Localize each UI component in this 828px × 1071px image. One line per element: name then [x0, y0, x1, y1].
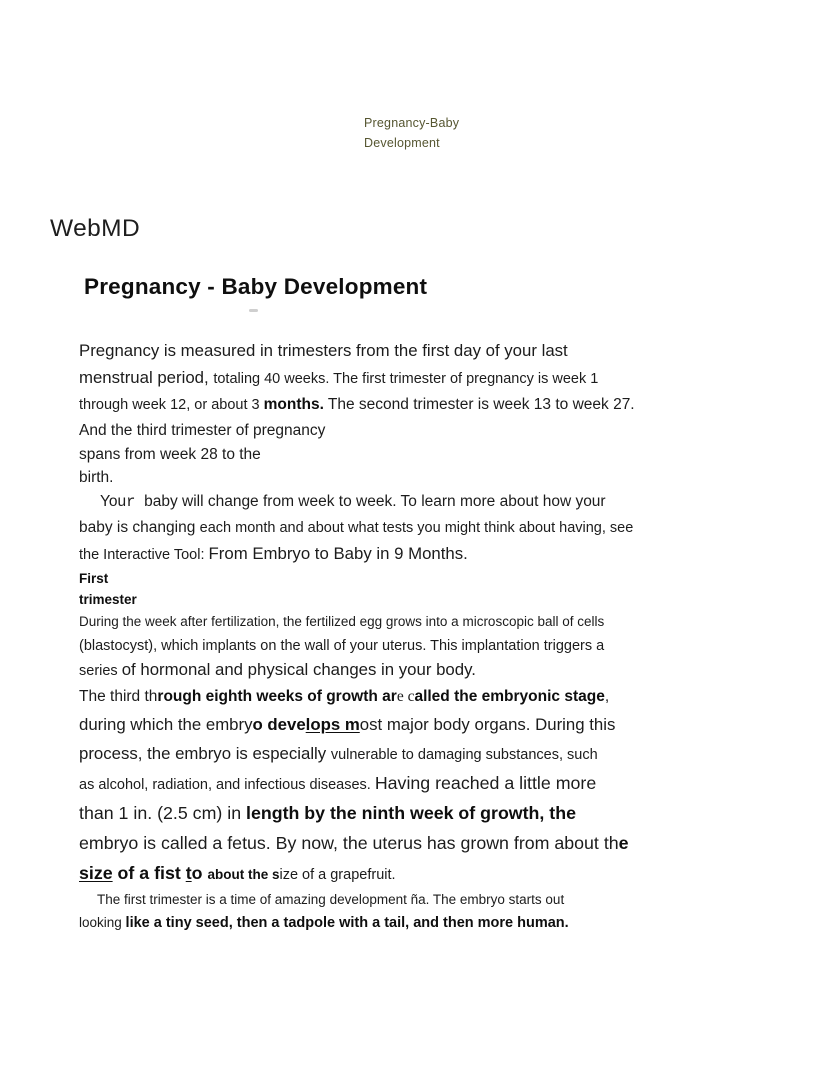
text-run: through week 12, or about 3	[79, 397, 264, 413]
text-run: o deve	[252, 715, 306, 734]
document-body	[79, 338, 759, 934]
text-run: During the week after fertilization, the fertilized egg grows into a microscopic ball of cells	[79, 614, 605, 629]
text-run: as alcohol, radiation, and infectious diseases.	[79, 777, 375, 793]
text-run: like a tiny seed, then a tadpole with a tail, and then more human.	[125, 914, 569, 931]
text-run: size	[79, 863, 113, 883]
paragraph-intro-continued	[79, 444, 759, 489]
text-run: months.	[263, 396, 324, 413]
title-artifact-mark	[249, 309, 258, 312]
text-run: alled the embryonic stage	[414, 688, 605, 705]
text-run: First	[79, 571, 109, 586]
text-run: baby is changing	[79, 519, 200, 536]
text-run: And the third trimester of pregnancy	[79, 422, 326, 439]
text-run: lops m	[305, 715, 360, 734]
running-header-line1: Pregnancy-Baby	[364, 116, 460, 130]
text-run: o	[191, 863, 208, 883]
running-header	[364, 113, 459, 153]
text-run: Pregnancy is measured in trimesters from the first day of your last	[79, 341, 568, 360]
text-run: The first trimester is a time of amazing development ña. The embryo starts out	[97, 892, 565, 907]
paragraph-amazing-development	[79, 889, 759, 934]
paragraph-embryonic-stage	[79, 683, 759, 889]
text-run: length by the ninth week of growth, the	[246, 803, 576, 823]
paragraph-fertilization	[79, 610, 759, 683]
text-run: embryo is called a fetus. By now, the uterus has grown from about th	[79, 833, 619, 853]
text-run: looking	[79, 914, 126, 930]
text-run: rough eighth weeks of growth ar	[157, 688, 397, 705]
text-run: trimester	[79, 592, 137, 607]
text-run: (blastocyst), which implants on the wall of your uterus. This implantation triggers a	[79, 638, 605, 654]
text-run: totaling 40 weeks. The first trimester of pregnancy is week 1	[213, 371, 599, 387]
text-run: during which the embry	[79, 715, 253, 734]
page-title: Pregnancy - Baby Development	[84, 274, 428, 299]
text-run: process, the embryo is especially	[79, 744, 331, 763]
text-run: The second trimester is week 13 to week 27.	[323, 396, 635, 413]
text-run: You	[100, 493, 127, 510]
text-run: the Interactive Tool:	[79, 547, 209, 563]
text-run: r	[126, 493, 136, 511]
text-run: t	[185, 863, 192, 883]
text-run: spans from week 28 to the	[79, 446, 261, 463]
paragraph-intro	[79, 338, 759, 444]
text-run: The third th	[79, 688, 158, 705]
text-run: than 1 in. (2.5 cm) in	[79, 803, 247, 823]
paragraph-baby-change	[79, 489, 759, 568]
text-run: vulnerable to damaging substances, such	[330, 747, 598, 763]
heading-first-trimester	[79, 568, 759, 610]
text-run: birth.	[79, 468, 114, 486]
text-run: ,	[604, 688, 610, 705]
running-header-line2: Development	[364, 136, 440, 150]
text-run: From Embryo to Baby in 9 Months.	[208, 544, 468, 563]
text-run: each month and about what tests you might think about having, see	[199, 520, 634, 536]
text-run: ize of a grapefruit.	[279, 867, 396, 883]
text-run: menstrual period,	[79, 368, 214, 387]
text-run: of a fist	[112, 863, 186, 883]
text-run: e	[618, 833, 629, 853]
text-run: e c	[396, 688, 415, 705]
text-run: of hormonal and physical changes in your body.	[121, 660, 476, 679]
text-run: about the s	[207, 867, 280, 882]
text-run: baby will change from week to week. To learn more about how your	[135, 493, 606, 510]
text-run: ost major body organs. During this	[359, 715, 616, 734]
webmd-logo-text: WebMD	[50, 215, 141, 242]
text-run: Having reached a little more	[374, 773, 597, 793]
text-run: series	[79, 663, 122, 679]
